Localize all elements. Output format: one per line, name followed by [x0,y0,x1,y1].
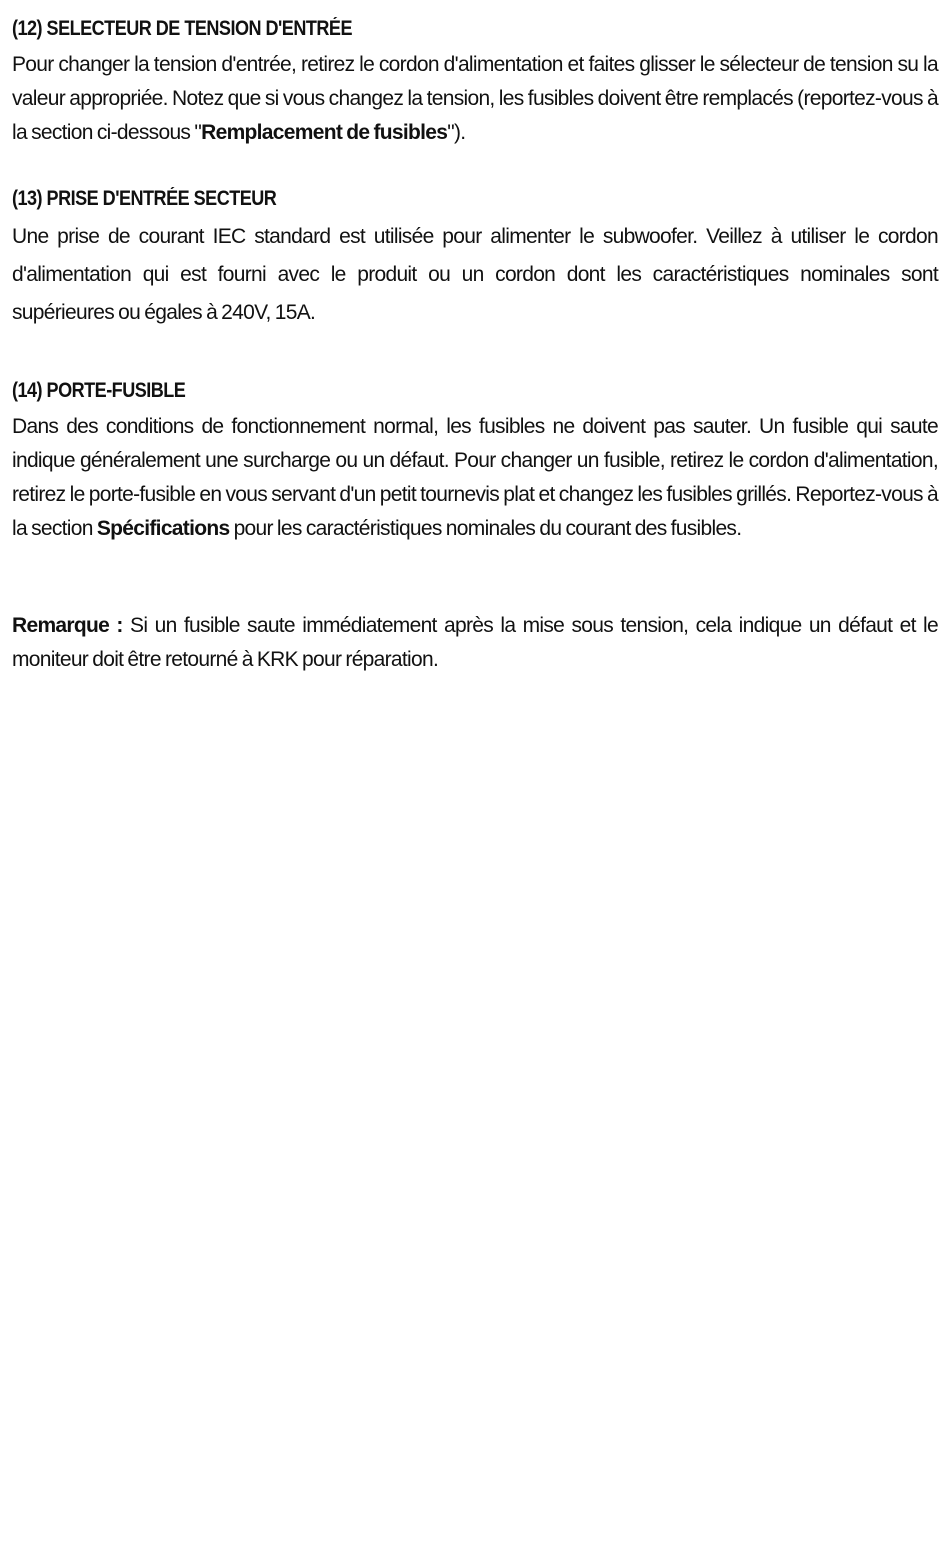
note-paragraph [12,609,938,677]
section-heading: (13) PRISE D'ENTRÉE SECTEUR [12,187,277,210]
note-label: Remarque : [12,614,123,637]
section-heading: (14) PORTE-FUSIBLE [12,379,186,402]
note-text: Si un fusible saute immédiatement après la mise sous tension, cela indique un défaut et le moniteur doit être retourné à KRK pour réparation. [12,614,938,671]
paragraph-text: Pour changer la tension d'entrée, retirez le cordon d'alimentation et faites glisser le sélecteur de tension su la valeur appropriée. Notez que si vous changez la tension, les fusibles doivent être remplacés (reportez-vous à la section ci-dessous " [12,53,938,144]
paragraph-text: pour les caractéristiques nominales du courant des fusibles. [229,517,742,540]
section-paragraph [12,48,938,150]
section-paragraph: Une prise de courant IEC standard est utilisée pour alimenter le subwoofer. Veillez à utiliser le cordon d'alimentation qui est fourni avec le produit ou un cordon dont les caractéristiques nominales sont supérieures ou égales à 240V, 15A. [12,225,938,324]
section-mains-input [12,184,938,376]
note-block [12,609,938,679]
paragraph-bold-reference: Spécifications [96,517,230,540]
document-page [12,14,938,679]
paragraph-bold-reference: Remplacement de fusibles [201,121,448,144]
paragraph-text: Dans des conditions de fonctionnement normal, les fusibles ne doivent pas sauter. Un fusible qui saute indique généralement une surcharge ou un défaut. Pour changer un fusible, retirez le cordon d'alimentation, retirez le porte-fusible en vous servant d'un petit tournevis plat et changez les fusibles grillés. Reportez-vous à la section [12,415,938,540]
section-heading: (12) SELECTEUR DE TENSION D'ENTRÉE [12,17,352,40]
paragraph-text: "). [447,121,466,144]
section-voltage-selector [12,14,938,184]
section-fuse-holder [12,376,938,609]
section-paragraph [12,410,938,546]
